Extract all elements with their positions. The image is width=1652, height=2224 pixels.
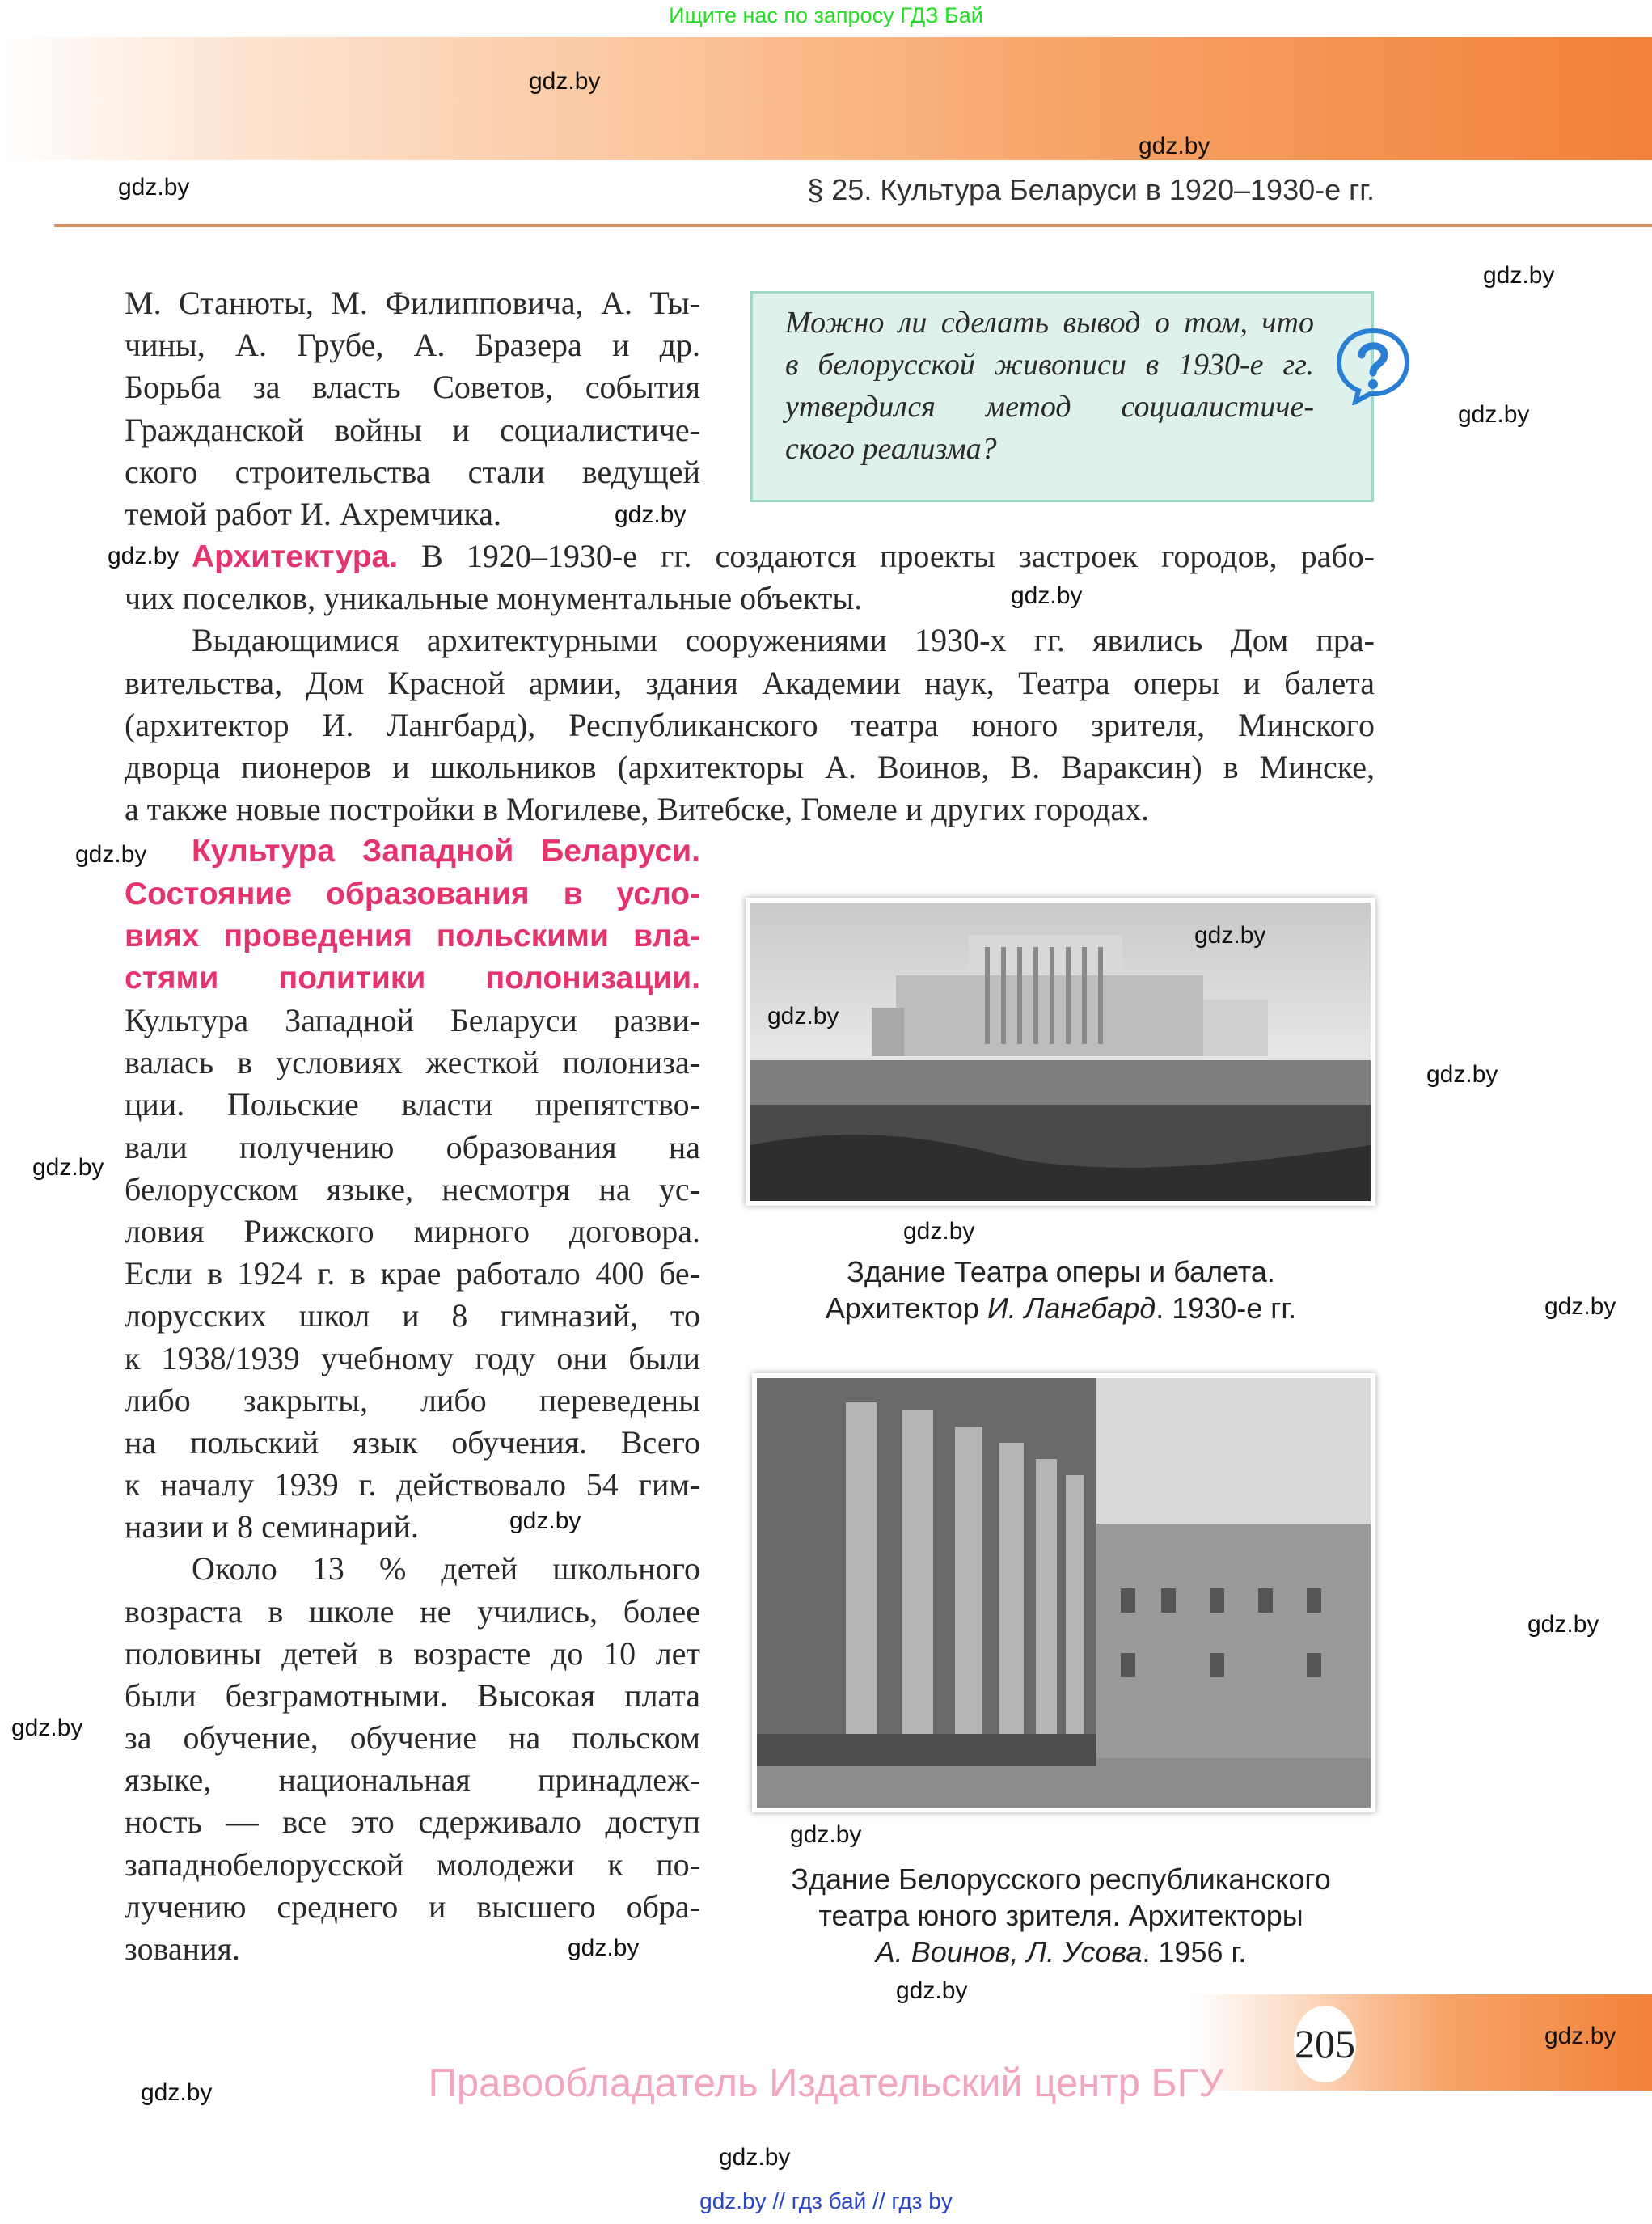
caption-architect: И. Лангбард — [987, 1292, 1156, 1325]
line-text: М. Станюты, М. Филипповича, А. Ты- — [125, 285, 700, 321]
body-line — [192, 619, 1375, 662]
question-mark-icon — [1334, 326, 1412, 405]
line-text: назии и 8 семинарий. — [125, 1508, 419, 1545]
line-text: чих поселков, уникальные монументальные объекты. — [125, 580, 863, 617]
copyright-notice: Правообладатель Издательский центр БГУ — [428, 2061, 1224, 2105]
caption-text: Архитектор — [825, 1292, 987, 1325]
body-line — [192, 1548, 700, 1590]
body-line — [125, 1633, 700, 1675]
watermark: gdz.by — [509, 1507, 581, 1534]
body-line — [125, 662, 1375, 704]
line-text: Борьба за власть Советов, события — [125, 369, 700, 406]
line-text: на польский язык обучения. Всего — [125, 1423, 700, 1461]
body-line — [125, 704, 1375, 746]
watermark: gdz.by — [75, 841, 147, 868]
watermark: gdz.by — [896, 1977, 968, 2004]
line-text: языке, национальная принадлеж- — [125, 1761, 700, 1799]
body-line — [125, 409, 700, 451]
body-line — [125, 1084, 700, 1126]
line-text: В 1920–1930-е гг. создаются проекты застроек городов, рабо- — [398, 538, 1375, 575]
line-text: Около 13 % детей школьного — [192, 1550, 700, 1588]
body-line — [125, 577, 1375, 619]
line-text: к 1938/1939 учебному году они были — [125, 1339, 700, 1376]
watermark: gdz.by — [1544, 2023, 1616, 2049]
body-line — [125, 282, 700, 324]
watermark: gdz.by — [719, 2144, 791, 2171]
line-text: лорусских школ и 8 гимназий, то — [125, 1297, 700, 1334]
watermark: gdz.by — [568, 1934, 640, 1961]
body-line — [125, 1844, 700, 1886]
line-text: Культура Западной Беларуси разви- — [125, 1002, 700, 1039]
line-text: вительства, Дом Красной армии, здания Академии наук, Театра оперы и балета — [125, 664, 1375, 701]
body-line — [125, 1464, 700, 1506]
caption-line — [746, 1934, 1376, 1970]
watermark: gdz.by — [903, 1218, 975, 1245]
line-text: возраста в школе не учились, более — [125, 1592, 700, 1630]
body-line — [125, 1380, 700, 1422]
page-number: 205 — [1294, 2006, 1356, 2082]
watermark: gdz.by — [529, 68, 601, 95]
watermark: gdz.by — [141, 2079, 213, 2106]
watermark: gdz.by — [118, 174, 190, 201]
line-text: Культура Западной Беларуси. — [192, 834, 700, 869]
section-heading: Архитектура. — [192, 539, 399, 575]
watermark: gdz.by — [1458, 401, 1530, 428]
line-text: Выдающимися архитектурными сооружениями 1930-х гг. явились Дом пра- — [192, 622, 1375, 659]
caption-text: . 1956 г. — [1142, 1935, 1247, 1968]
body-line — [125, 1591, 700, 1633]
search-hint: Ищите нас по запросу ГДЗ Бай — [669, 3, 983, 27]
line-text: виях проведения польскими вла- — [125, 918, 700, 953]
body-line — [125, 789, 1375, 831]
body-line — [125, 1886, 700, 1928]
footer-links[interactable]: gdz.by // гдз бай // гдз by — [699, 2188, 953, 2213]
body-line — [192, 535, 1375, 577]
line-text: (архитектор И. Лангбард), Республиканского театра юного зрителя, Минского — [125, 706, 1375, 743]
line-text: темой работ И. Ахремчика. — [125, 495, 501, 532]
body-line — [125, 366, 700, 408]
line-text: Состояние образования в усло- — [125, 876, 700, 911]
line-text: к началу 1939 г. действовало 54 гим- — [125, 1466, 700, 1503]
watermark: gdz.by — [11, 1715, 83, 1741]
body-line — [125, 1675, 700, 1717]
line-text: чины, А. Грубе, А. Бразера и др. — [125, 327, 700, 364]
line-text: стями политики полонизации. — [125, 960, 700, 996]
question-line: ского реализма? — [785, 432, 997, 466]
caption-line: Здание Белорусского республиканского — [791, 1862, 1331, 1896]
watermark: gdz.by — [1011, 582, 1083, 609]
line-text: лучению среднего и высшего обра- — [125, 1888, 700, 1925]
watermark: gdz.by — [1194, 922, 1266, 949]
caption-line — [746, 1290, 1376, 1326]
body-line — [125, 1211, 700, 1253]
caption-text: . 1930-е гг. — [1156, 1292, 1297, 1325]
section-heading-line — [192, 831, 700, 873]
watermark: gdz.by — [767, 1003, 839, 1030]
line-text: ции. Польские власти препятство- — [125, 1086, 700, 1123]
header-divider — [54, 224, 1652, 227]
question-line: утвердился метод социалистиче- — [785, 390, 1314, 424]
section-heading-line — [125, 958, 700, 1000]
body-line — [125, 1422, 700, 1464]
watermark: gdz.by — [32, 1154, 104, 1181]
caption-architects: А. Воинов, Л. Усова — [875, 1935, 1143, 1968]
line-text: были безграмотными. Высокая плата — [125, 1676, 700, 1714]
line-text: Гражданской войны и социалистиче- — [125, 411, 700, 448]
body-line — [125, 1169, 700, 1211]
section-heading-line — [125, 873, 700, 915]
body-line — [125, 1127, 700, 1169]
line-text: либо закрыты, либо переведены — [125, 1381, 700, 1419]
line-text: а также новые постройки в Могилеве, Витебске, Гомеле и других городах. — [125, 791, 1150, 828]
question-line: Можно ли сделать вывод о том, что — [785, 306, 1314, 340]
question-line: в белорусской живописи в 1930-е гг. — [785, 348, 1314, 382]
line-text: половины детей в возрасте до 10 лет — [125, 1634, 700, 1672]
watermark: gdz.by — [1139, 133, 1210, 159]
line-text: белорусском языке, несмотря на ус- — [125, 1170, 700, 1207]
body-line — [125, 1042, 700, 1084]
opera-theatre-photo — [746, 898, 1375, 1206]
line-text: ловия Рижского мирного договора. — [125, 1212, 700, 1249]
body-line — [125, 1717, 700, 1759]
watermark: gdz.by — [1527, 1611, 1599, 1638]
line-text: ского строительства стали ведущей — [125, 453, 700, 490]
line-text: за обучение, обучение на польском — [125, 1719, 700, 1757]
watermark: gdz.by — [615, 501, 687, 528]
line-text: западнобелорусской молодежи к по- — [125, 1846, 700, 1883]
watermark: gdz.by — [790, 1821, 862, 1848]
body-line — [125, 1506, 700, 1548]
body-line — [125, 1253, 700, 1295]
caption-line: Здание Театра оперы и балета. — [847, 1255, 1275, 1288]
question-box — [750, 291, 1374, 502]
youth-theatre-photo — [752, 1373, 1375, 1812]
line-text: валась в условиях жесткой полониза- — [125, 1044, 700, 1081]
section-heading-line — [125, 915, 700, 958]
body-line — [125, 1295, 700, 1337]
body-line — [125, 1000, 700, 1042]
line-text: ность — все это сдерживало доступ — [125, 1803, 700, 1841]
watermark: gdz.by — [1483, 262, 1555, 289]
body-line — [125, 1801, 700, 1843]
body-line — [125, 451, 700, 493]
watermark: gdz.by — [1544, 1293, 1616, 1320]
line-text: Если в 1924 г. в крае работало 400 бе- — [125, 1255, 700, 1292]
watermark: gdz.by — [1426, 1061, 1498, 1088]
body-line — [125, 1338, 700, 1380]
header-banner — [0, 37, 1652, 160]
line-text: зования. — [125, 1930, 240, 1968]
line-text: вали получению образования на — [125, 1128, 700, 1165]
body-line — [125, 746, 1375, 789]
body-line — [125, 324, 700, 366]
body-line — [125, 1759, 700, 1801]
figure-caption-2 — [746, 1861, 1376, 1970]
watermark: gdz.by — [108, 543, 180, 569]
line-text: дворца пионеров и школьников (архитекторы А. Воинов, В. Вараксин) в Минске, — [125, 748, 1375, 785]
page-title: § 25. Культура Беларуси в 1920–1930-е гг. — [807, 173, 1375, 206]
figure-caption-1 — [746, 1254, 1376, 1326]
caption-line: театра юного зрителя. Архитекторы — [818, 1899, 1303, 1932]
